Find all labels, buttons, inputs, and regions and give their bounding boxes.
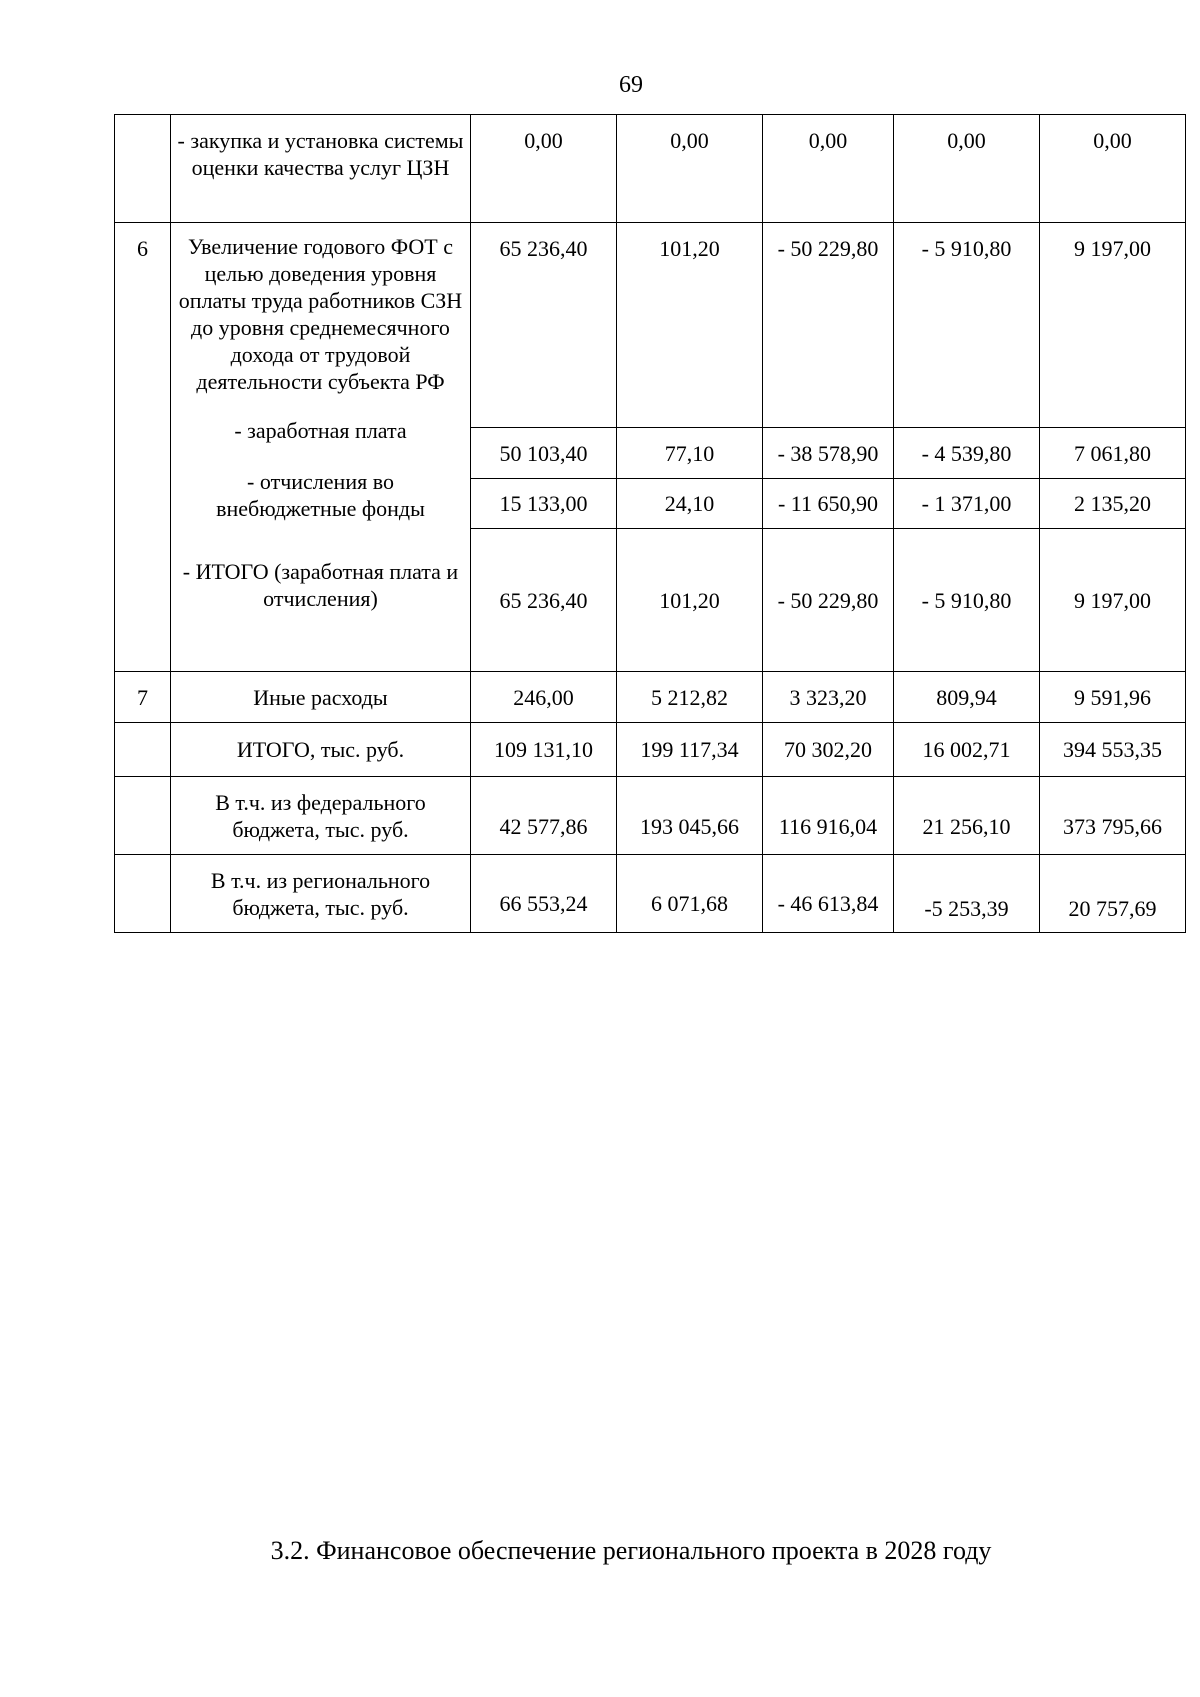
value-cell: 193 045,66 — [617, 777, 763, 855]
value-cell: 77,10 — [617, 428, 763, 479]
value-cell: 24,10 — [617, 479, 763, 529]
value-cell: - 11 650,90 — [763, 479, 894, 529]
value-cell: 246,00 — [471, 672, 617, 723]
subtotal-label: - ИТОГО (заработная плата и отчисления) — [182, 559, 459, 611]
contributions-label: - отчисления во внебюджетные фонды — [216, 469, 425, 521]
value-cell: 101,20 — [617, 223, 763, 428]
value-cell: 65 236,40 — [471, 529, 617, 672]
value-cell: -5 253,39 — [894, 855, 1040, 933]
value-cell: 15 133,00 — [471, 479, 617, 529]
salary-label: - заработная плата — [234, 418, 407, 443]
row-description: В т.ч. из федерального бюджета, тыс. руб. — [171, 777, 471, 855]
value-cell: 16 002,71 — [894, 723, 1040, 777]
row-description: - закупка и установка системы оценки качества услуг ЦЗН — [171, 115, 471, 223]
row-description: Иные расходы — [171, 672, 471, 723]
value-cell: 70 302,20 — [763, 723, 894, 777]
value-cell: 394 553,35 — [1040, 723, 1186, 777]
table-row — [115, 223, 1186, 428]
value-cell: 116 916,04 — [763, 777, 894, 855]
value-cell: - 38 578,90 — [763, 428, 894, 479]
value-cell: 9 591,96 — [1040, 672, 1186, 723]
table-row — [115, 672, 1186, 723]
value-cell: 9 197,00 — [1040, 223, 1186, 428]
page-number: 69 — [619, 72, 643, 98]
value-cell: - 50 229,80 — [763, 223, 894, 428]
table-row — [115, 723, 1186, 777]
row-description: В т.ч. из регионального бюджета, тыс. руб. — [171, 855, 471, 933]
value-cell: 42 577,86 — [471, 777, 617, 855]
value-cell: 66 553,24 — [471, 855, 617, 933]
value-cell: 809,94 — [894, 672, 1040, 723]
value-cell: 50 103,40 — [471, 428, 617, 479]
value-cell: 21 256,10 — [894, 777, 1040, 855]
table-row — [115, 777, 1186, 855]
finance-table — [114, 114, 1186, 933]
value-cell: 9 197,00 — [1040, 529, 1186, 672]
row-number: 6 — [115, 223, 171, 672]
item-6-description: Увеличение годового ФОТ с целью доведения уровня оплаты труда работников СЗН до уровня среднемесячного дохода от трудовой деятельности субъекта РФ — [178, 234, 463, 394]
value-cell: 6 071,68 — [617, 855, 763, 933]
value-cell: 373 795,66 — [1040, 777, 1186, 855]
value-cell: 0,00 — [1040, 115, 1186, 223]
row-description: ИТОГО, тыс. руб. — [171, 723, 471, 777]
row-number — [115, 777, 171, 855]
value-cell: - 5 910,80 — [894, 529, 1040, 672]
table-row — [115, 115, 1186, 223]
value-cell: 3 323,20 — [763, 672, 894, 723]
value-cell: - 50 229,80 — [763, 529, 894, 672]
value-cell: 20 757,69 — [1040, 855, 1186, 933]
section-heading: 3.2. Финансовое обеспечение регионального проекта в 2028 году — [270, 1536, 992, 1565]
value-cell: 109 131,10 — [471, 723, 617, 777]
table-row — [115, 855, 1186, 933]
value-cell: - 5 910,80 — [894, 223, 1040, 428]
value-cell: 0,00 — [617, 115, 763, 223]
value-cell: 0,00 — [894, 115, 1040, 223]
value-cell: 0,00 — [471, 115, 617, 223]
value-cell: 5 212,82 — [617, 672, 763, 723]
value-cell: 199 117,34 — [617, 723, 763, 777]
row-number — [115, 723, 171, 777]
value-cell: 2 135,20 — [1040, 479, 1186, 529]
value-cell: 7 061,80 — [1040, 428, 1186, 479]
row-number: 7 — [115, 672, 171, 723]
value-cell: 65 236,40 — [471, 223, 617, 428]
row-number — [115, 855, 171, 933]
value-cell: - 4 539,80 — [894, 428, 1040, 479]
value-cell: 101,20 — [617, 529, 763, 672]
value-cell: - 1 371,00 — [894, 479, 1040, 529]
value-cell: - 46 613,84 — [763, 855, 894, 933]
row-description — [171, 223, 471, 672]
value-cell: 0,00 — [763, 115, 894, 223]
row-number — [115, 115, 171, 223]
